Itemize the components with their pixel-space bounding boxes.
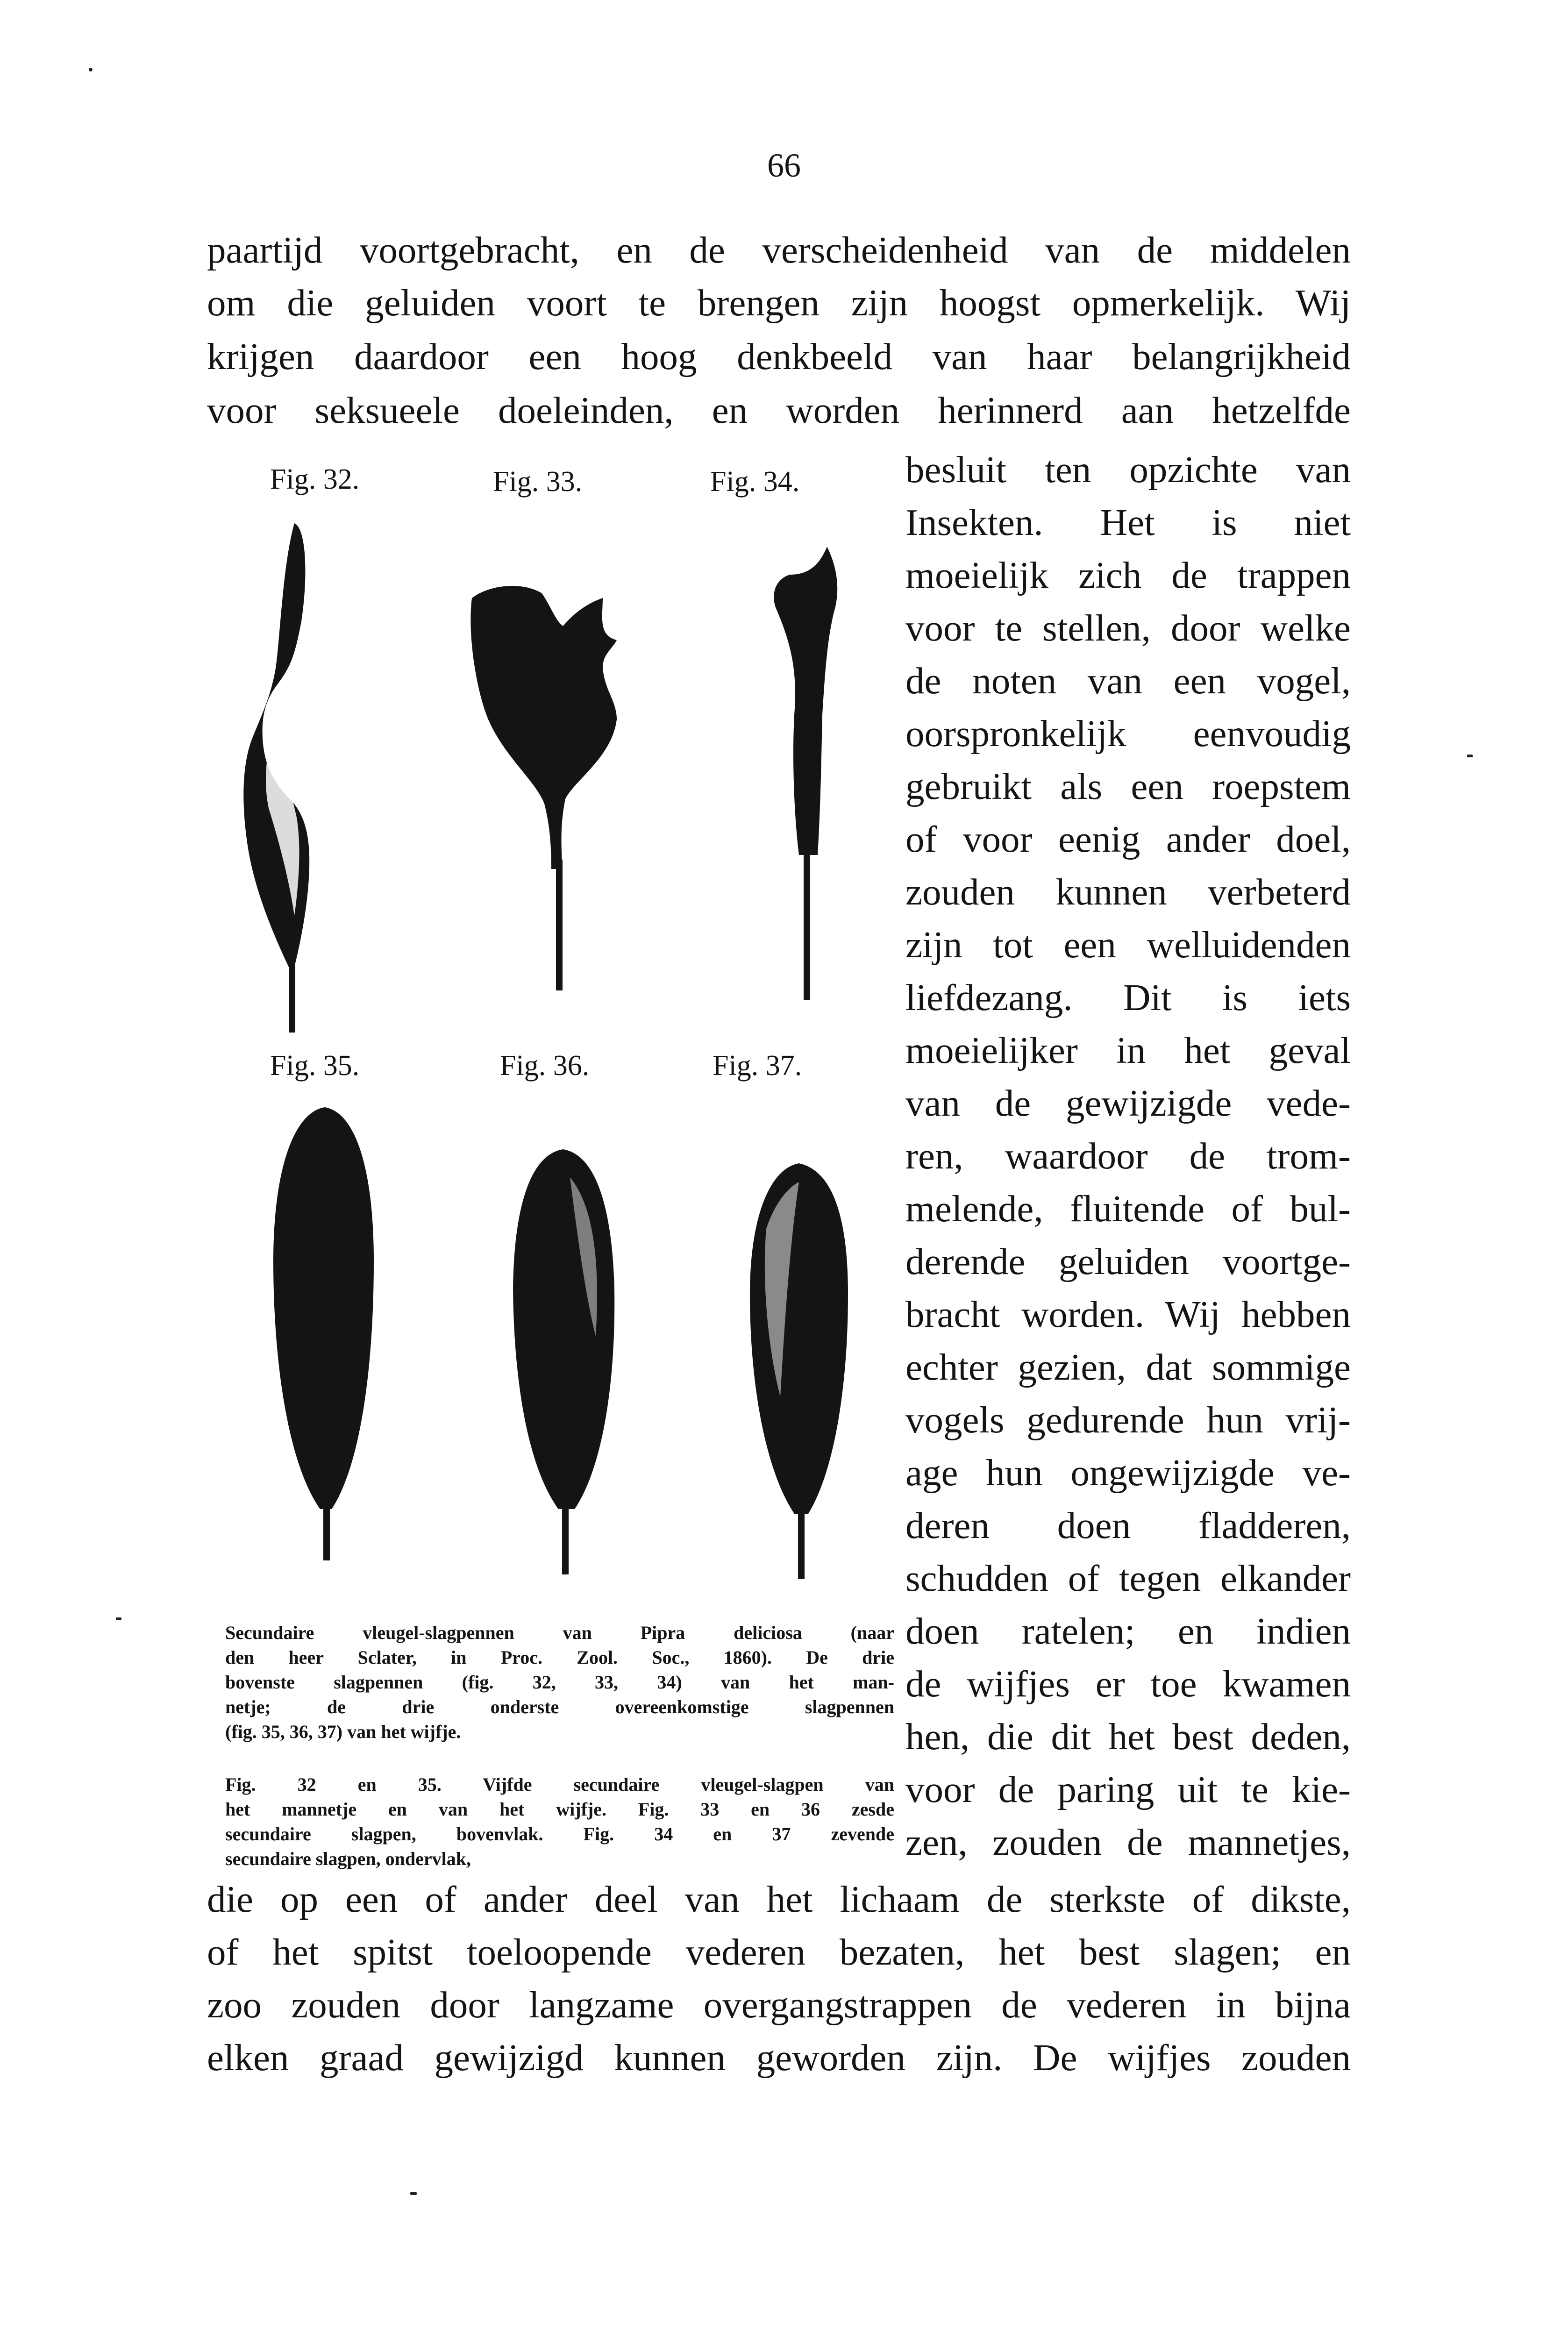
feather-32-vane [243, 523, 309, 967]
body-line: melende, fluitende of bul- [905, 1188, 1351, 1230]
caption-line: secundaire slagpen, ondervlak, [225, 1848, 471, 1869]
print-speck [1467, 755, 1473, 757]
feather-36-vane [513, 1149, 614, 1509]
body-line: voor de paring uit te kie- [905, 1768, 1351, 1810]
body-line: schudden of tegen elkander [905, 1557, 1351, 1599]
body-line: van de gewijzigde vede- [905, 1082, 1351, 1124]
page-number: 66 [767, 147, 801, 184]
feather-fig-35 [262, 1098, 388, 1565]
caption-line: (fig. 35, 36, 37) van het wijfje. [225, 1721, 461, 1742]
body-line: zen, zouden de mannetjes, [905, 1821, 1351, 1863]
body-line: zouden kunnen verbeterd [905, 871, 1351, 913]
feather-35-quill [323, 1500, 330, 1560]
fig-label-33: Fig. 33. [493, 466, 583, 498]
body-line: echter gezien, dat sommige [905, 1346, 1351, 1388]
body-line: hen, die dit het best deden, [905, 1716, 1351, 1758]
body-line: liefdezang. Dit is iets [905, 976, 1351, 1018]
fig-label-36: Fig. 36. [500, 1050, 590, 1082]
body-line: vogels gedurende hun vrij- [905, 1399, 1351, 1441]
print-speck [410, 2192, 417, 2195]
body-line: paartijd voortgebracht, en de verscheidenheid van de middelen [207, 229, 1351, 271]
body-line: de noten van een vogel, [905, 660, 1351, 702]
body-line: voor seksueele doeleinden, en worden herinnerd aan hetzelfde [207, 389, 1351, 431]
caption-line: Fig. 32 en 35. Vijfde secundaire vleugel-slagpen van [225, 1774, 894, 1795]
print-speck [89, 68, 93, 71]
caption-line: den heer Sclater, in Proc. Zool. Soc., 1860). De drie [225, 1647, 894, 1668]
body-line: zoo zouden door langzame overgangstrappen de vederen in bijna [207, 1984, 1351, 2026]
print-speck [116, 1617, 121, 1620]
body-line: age hun ongewijzigde ve- [905, 1452, 1351, 1494]
feather-35-vane [273, 1107, 374, 1509]
body-line: zijn tot een welluidenden [905, 924, 1351, 966]
fig-label-34: Fig. 34. [710, 466, 800, 498]
body-line: gebruikt als een roepstem [905, 765, 1351, 807]
body-line: oorspronkelijk eenvoudig [905, 712, 1351, 755]
body-line: deren doen fladderen, [905, 1504, 1351, 1546]
body-line: doen ratelen; en indien [905, 1610, 1351, 1652]
caption-line: Secundaire vleugel-slagpennen van Pipra deliciosa (naar [225, 1622, 894, 1643]
feather-34-vane [774, 547, 837, 855]
body-line: bracht worden. Wij hebben [905, 1293, 1351, 1335]
caption-line: bovenste slagpennen (fig. 32, 33, 34) van het man- [225, 1672, 894, 1693]
fig-label-37: Fig. 37. [713, 1050, 802, 1082]
body-line: ren, waardoor de trom- [905, 1135, 1351, 1177]
feather-37-vane [750, 1163, 848, 1514]
body-line: krijgen daardoor een hoog denkbeeld van haar belangrijkheid [207, 335, 1351, 377]
caption-line: het mannetje en van het wijfje. Fig. 33 en 36 zesde [225, 1799, 894, 1820]
fig-label-32: Fig. 32. [270, 463, 360, 495]
body-line: voor te stellen, door welke [905, 607, 1351, 649]
body-line: Insekten. Het is niet [905, 501, 1351, 543]
feather-33-quill [556, 860, 563, 990]
body-line: om die geluiden voort te brengen zijn hoogst opmerkelijk. Wij [207, 282, 1351, 324]
body-line: besluit ten opzichte van [905, 449, 1351, 491]
feather-32-quill [289, 958, 295, 1033]
body-line: elken graad gewijzigd kunnen geworden zijn. De wijfjes zouden [207, 2037, 1351, 2079]
caption-line: netje; de drie onderste overeenkomstige slagpennen [225, 1696, 894, 1717]
feather-fig-32 [220, 519, 369, 1037]
body-line: de wijfjes er toe kwamen [905, 1663, 1351, 1705]
body-line: derende geluiden voortge- [905, 1240, 1351, 1282]
body-line: die op een of ander deel van het lichaam de sterkste of dikste, [207, 1878, 1351, 1920]
fig-label-35: Fig. 35. [270, 1050, 360, 1082]
feather-36-quill [562, 1500, 569, 1574]
feather-fig-34 [748, 537, 869, 1004]
feather-fig-37 [734, 1154, 860, 1584]
feather-fig-36 [500, 1140, 626, 1579]
feather-fig-33 [463, 579, 659, 995]
feather-34-quill [804, 846, 810, 1000]
body-line: of voor eenig ander doel, [905, 818, 1351, 860]
caption-line: secundaire slagpen, bovenvlak. Fig. 34 en 37 zevende [225, 1823, 894, 1845]
feather-37-quill [798, 1504, 805, 1579]
body-line: of het spitst toeloopende vederen bezaten, het best slagen; en [207, 1931, 1351, 1973]
body-line: moeielijker in het geval [905, 1029, 1351, 1071]
feather-33-vane [470, 586, 617, 869]
body-line: moeielijk zich de trappen [905, 554, 1351, 596]
